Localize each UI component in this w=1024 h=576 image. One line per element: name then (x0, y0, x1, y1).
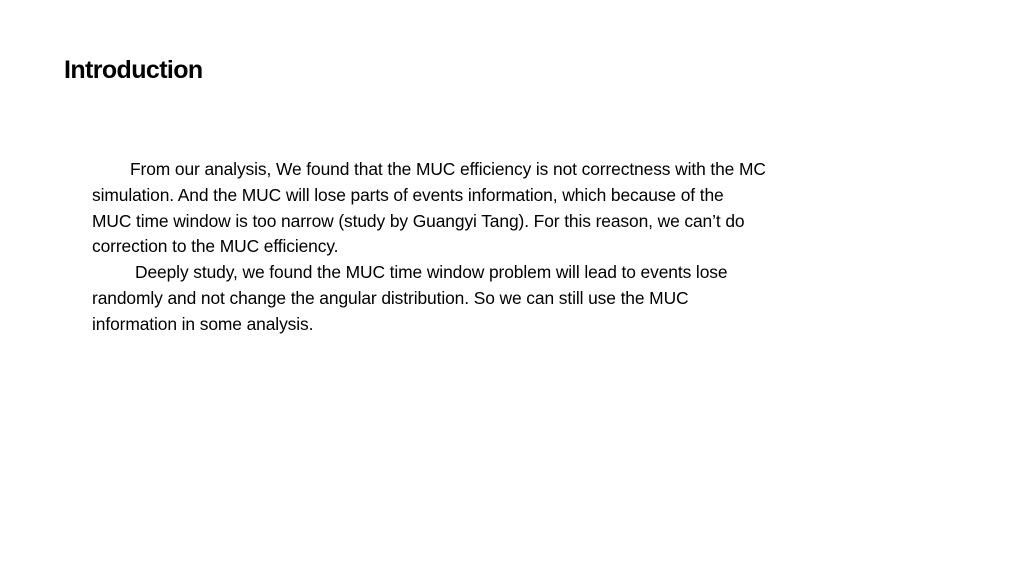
paragraph-line: correction to the MUC efficiency. (92, 236, 339, 257)
paragraph-line: MUC time window is too narrow (study by Guangyi Tang). For this reason, we can’t do (92, 210, 745, 231)
paragraph-line: simulation. And the MUC will lose parts of events information, which because of the (92, 184, 724, 205)
paragraph-2 (92, 260, 882, 337)
body-text (92, 157, 882, 338)
slide-title: Introduction (64, 56, 203, 84)
paragraph-line: randomly and not change the angular distribution. So we can still use the MUC (92, 287, 689, 308)
paragraph-line: From our analysis, We found that the MUC efficiency is not correctness with the MC (130, 159, 766, 179)
paragraph-line: information in some analysis. (92, 313, 314, 334)
paragraph-1 (92, 157, 882, 260)
paragraph-line: Deeply study, we found the MUC time window problem will lead to events lose (135, 262, 728, 283)
